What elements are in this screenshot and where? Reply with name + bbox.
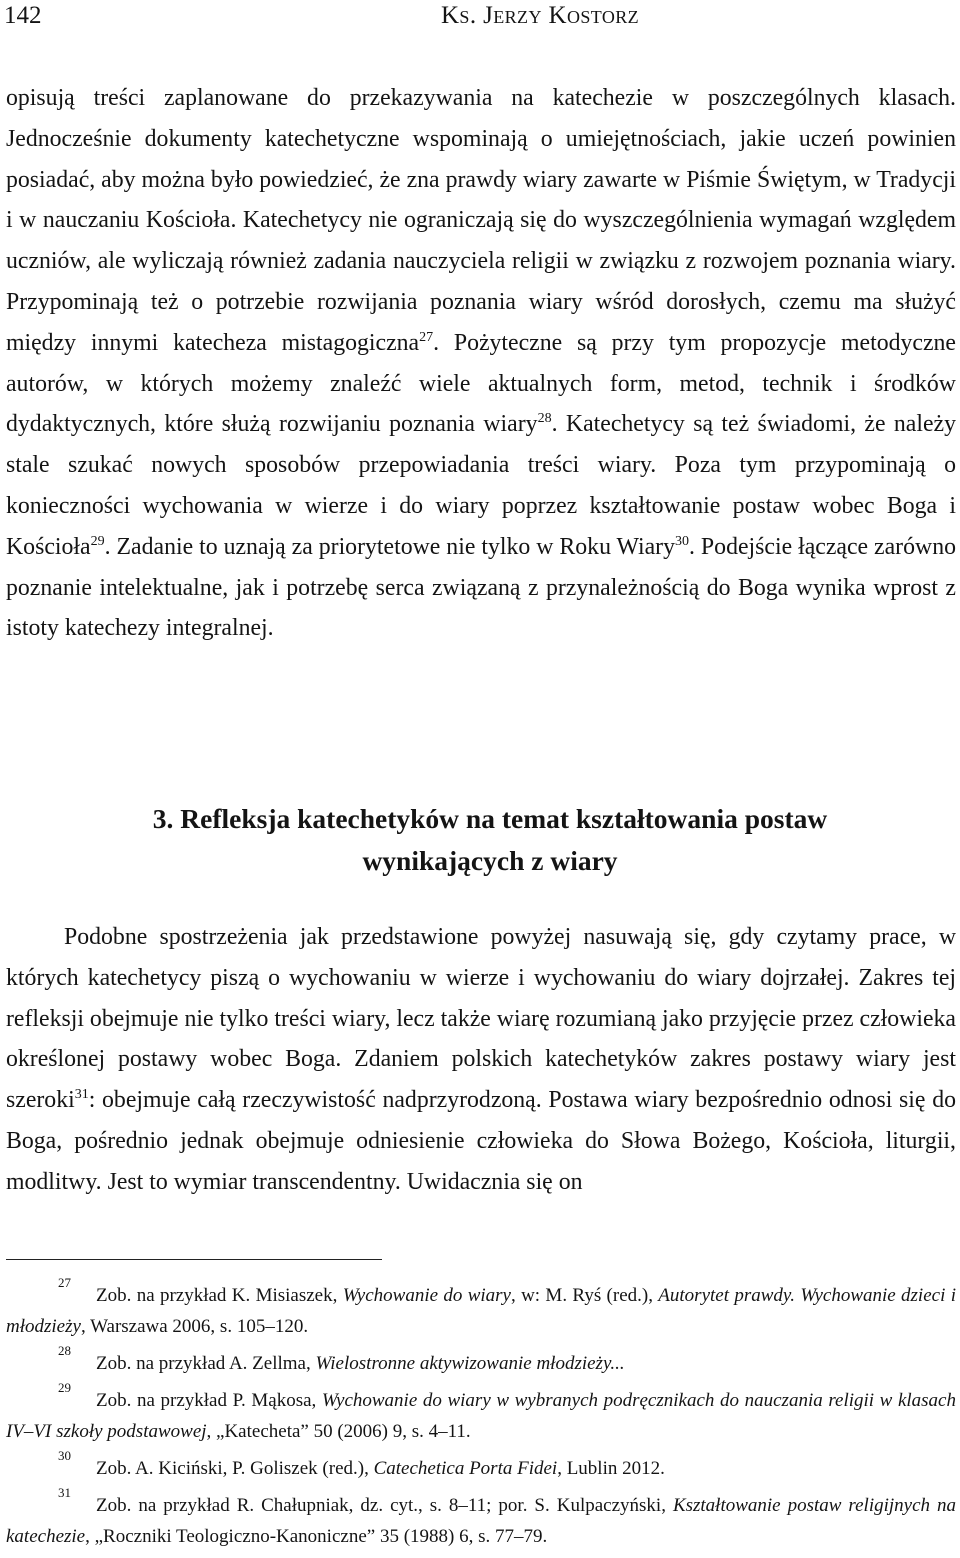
footnote-text: , w: M. Ryś (red.),: [511, 1285, 659, 1306]
paragraph-text: . Zadanie to uznają za priorytetowe nie tylko w Roku Wiary: [104, 533, 676, 560]
footnotes: [6, 1275, 956, 1558]
section-heading: [0, 798, 960, 882]
footnote-number: 30: [58, 1448, 71, 1463]
paragraph-text: opisują treści zaplanowane do przekazywania na katechezie w poszczególnych klasach. Jednocześnie dokumenty katechetyczne wspominają o umiejętnościach, jakie uczeń powinien posiadać, aby można było powiedzieć, że zna prawdy wiary zawarte w Piśmie Świętym, w Tradycji i w nauczaniu Kościoła. Katechetycy nie ograniczają się do wyszczególnienia wymagań względem uczniów, ale wyliczają również zadania nauczyciela religii w związku z rozwojem poznania wiary. Przypominają też o potrzebie rozwijania poznania wiary wśród dorosłych, czemu ma służyć między innymi katecheza mistagogiczna: [6, 85, 956, 356]
footnote-title: Kształtowanie postaw religijnych na katechezie: [6, 1495, 956, 1547]
running-head: Ks. Jerzy Kostorz: [440, 2, 640, 29]
footnote-ref-31[interactable]: 31: [74, 1087, 89, 1103]
footnote-ref-30[interactable]: 30: [675, 533, 690, 549]
footnote-text: , „Katecheta” 50 (2006) 9, s. 4–11.: [206, 1421, 471, 1442]
footnote-28: [6, 1343, 956, 1379]
page-number: 142: [4, 2, 42, 29]
footnote-title: Wychowanie do wiary w wybranych podręcznikach do nauczania religii w klasach IV–VI szkoły podstawowej: [6, 1390, 956, 1442]
footnote-text: , Warszawa 2006, s. 105–120.: [80, 1316, 309, 1337]
paragraph-text: . Podejście łączące zarówno poznanie intelektualne, jak i potrzebę serca związaną z przynależnością do Boga wynika wprost z istoty katechezy integralnej.: [6, 533, 956, 642]
footnote-text: , Lublin 2012.: [557, 1458, 665, 1479]
footnote-number: 28: [58, 1343, 71, 1358]
footnote-text: Zob. A. Kiciński, P. Goliszek (red.),: [96, 1458, 374, 1479]
footnote-title: Wychowanie do wiary: [342, 1285, 511, 1306]
footnote-text: , „Roczniki Teologiczno-Kanoniczne” 35 (1988) 6, s. 77–79.: [85, 1526, 548, 1547]
footnote-27: [6, 1275, 956, 1342]
paragraph-text: : obejmuje całą rzeczywistość nadprzyrodzoną. Postawa wiary bezpośrednio odnosi się do Boga, pośrednio jednak obejmuje odniesienie człowieka do Słowa Bożego, Kościoła, liturgii, modlitwy. Jest to wymiar transcendentny. Uwidacznia się on: [6, 1087, 956, 1195]
paragraph-text: . Pożyteczne są przy tym propozycje metodyczne autorów, w których możemy znaleźć wiele aktualnych form, metod, technik i środków dydaktycznych, które służą rozwijaniu poznania wiary: [6, 329, 956, 438]
footnote-ref-27[interactable]: 27: [419, 329, 434, 345]
footnote-divider: [6, 1259, 382, 1260]
body-paragraph-1: [6, 78, 956, 649]
footnote-text: Zob. na przykład R. Chałupniak, dz. cyt., s. 8–11; por. S. Kulpaczyński,: [96, 1495, 673, 1516]
paragraph-text: . Katechetycy są też świadomi, że należy stale szukać nowych sposobów przepowiadania treści wiary. Poza tym przypominają o konieczności wychowania w wierze i do wiary poprzez kształtowanie postaw wobec Boga i Kościoła: [6, 411, 957, 560]
footnote-text: Zob. na przykład A. Zellma,: [96, 1353, 316, 1374]
footnote-30: [6, 1448, 956, 1484]
footnote-title: Wielostronne aktywizowanie młodzieży...: [315, 1353, 625, 1374]
footnote-number: 31: [58, 1485, 71, 1500]
footnote-31: [6, 1485, 956, 1552]
footnote-title: Autorytet prawdy. Wychowanie dzieci i młodzieży: [6, 1285, 956, 1337]
footnote-number: 29: [58, 1380, 71, 1395]
footnote-29: [6, 1380, 956, 1447]
paragraph-text: Podobne spostrzeżenia jak przedstawione powyżej nasuwają się, gdy czytamy prace, w których katechetycy piszą o wychowaniu w wierze i wychowaniu do wiary dojrzałej. Zakres tej refleksji obejmuje nie tylko treści wiary, lecz także wiarę rozumianą jako przyjęcie przez człowieka określonej postawy wobec Boga. Zdaniem polskich katechetyków zakres postawy wiary jest szeroki: [6, 924, 956, 1114]
footnote-ref-29[interactable]: 29: [90, 533, 105, 549]
footnote-text: Zob. na przykład K. Misiaszek,: [96, 1285, 343, 1306]
footnote-text: Zob. na przykład P. Mąkosa,: [96, 1390, 322, 1411]
footnote-ref-28[interactable]: 28: [537, 411, 552, 427]
section-heading-line-1: 3. Refleksja katechetyków na temat kształtowania postaw: [152, 803, 828, 834]
section-heading-line-2: wynikających z wiary: [362, 845, 618, 876]
footnote-number: 27: [58, 1275, 71, 1290]
footnote-title: Catechetica Porta Fidei: [373, 1458, 558, 1479]
body-paragraph-2: [6, 917, 956, 1203]
